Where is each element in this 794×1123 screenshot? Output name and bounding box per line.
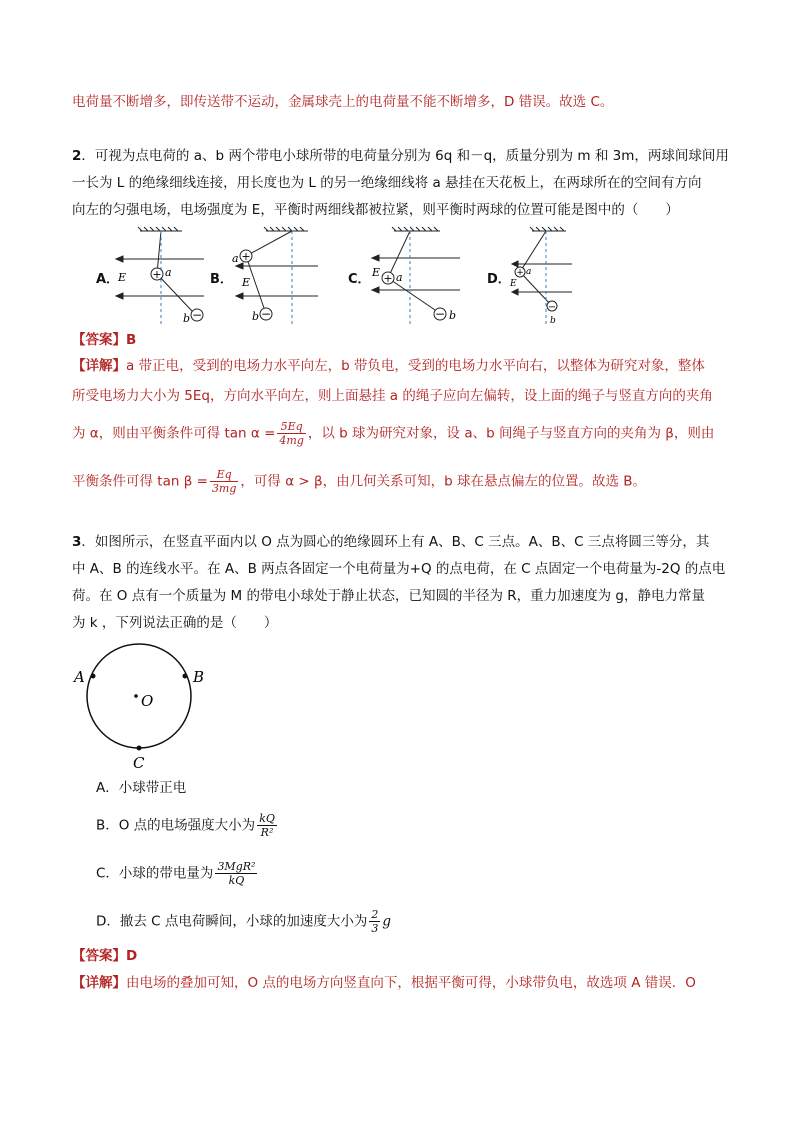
svg-text:−: − — [547, 302, 557, 313]
svg-text:a: a — [232, 252, 239, 265]
svg-text:+: + — [383, 272, 393, 285]
svg-text:b: b — [183, 312, 191, 325]
q2-detail-line-3: 为 α，则由平衡条件可得 tan α = $\frac{5Eq}{4mg}$ ，以 b 球为研究对象，设 a、b 间绳子与竖直方向的夹角为 β，则由 — [72, 420, 715, 447]
q3-detail-line-1: 【详解】由电场的叠加可知，O 点的电场方向竖直向下，根据平衡可得，小球带负电，故选项 A 错误．O — [72, 975, 696, 991]
q3-option-c: C．小球的带电量为 $\frac{\text{3MgR²}}{kQ}$ — [96, 860, 256, 887]
svg-text:O: O — [141, 692, 154, 710]
continuation-line: 电荷量不断增多，即传送带不运动，金属球壳上的电荷量不能不断增多，D 错误。故选 C。 — [72, 94, 614, 110]
svg-text:a: a — [396, 271, 403, 284]
svg-text:+: + — [241, 250, 251, 263]
svg-text:C: C — [133, 754, 145, 772]
q3-line-2: 中 A、B 的连线水平。在 A、B 两点各固定一个电荷量为+Q 的点电荷，在 C 点固定一个电荷量为-2Q 的点电 — [72, 561, 726, 577]
svg-text:a: a — [165, 266, 172, 279]
ring — [87, 644, 191, 748]
svg-text:b: b — [550, 316, 556, 326]
q3-line-1: 3．如图所示，在竖直平面内以 O 点为圆心的绝缘圆环上有 A、B、C 三点。A、B、C 三点将圆三等分，其 — [72, 534, 710, 550]
q2-line-1: 2．可视为点电荷的 a、b 两个带电小球所带的电荷量分别为 6q 和－q，质量分别为 m 和 3m，两球间球间用 — [72, 148, 729, 164]
svg-text:b: b — [252, 310, 260, 323]
svg-text:E: E — [510, 279, 517, 289]
q2-option-d: D． — [487, 272, 511, 287]
q2-line-3: 向左的匀强电场，电场强度为 E，平衡时两细线都被拉紧，则平衡时两球的位置可能是图中的（ ） — [72, 202, 679, 218]
q2-line-2: 一长为 L 的绝缘细线连接，用长度也为 L 的另一绝缘细线将 a 悬挂在天花板上，在两球所在的空间有方向 — [72, 175, 702, 191]
q3-option-b: B．O 点的电场强度大小为 $\frac{kQ}{\text{R²}}$ — [96, 812, 275, 839]
point-c — [137, 746, 142, 751]
svg-text:+: + — [152, 268, 162, 281]
q2-figure-b — [226, 226, 322, 328]
q3-option-d: D．撤去 C 点电荷瞬间，小球的加速度大小为 $\frac{2}{3}$ g — [96, 908, 392, 935]
svg-text:a: a — [526, 267, 532, 277]
svg-text:A: A — [74, 668, 85, 686]
svg-text:−: − — [191, 308, 203, 322]
svg-text:−: − — [434, 307, 446, 321]
q2-figure-d — [502, 226, 582, 328]
point-a — [91, 674, 96, 679]
svg-text:−: − — [260, 307, 272, 321]
q2-detail-line-2: 所受电场力大小为 5Eq，方向水平向左，则上面悬挂 a 的绳子应向左偏转，设上面的绳子与竖直方向的夹角 — [72, 388, 713, 404]
q2-answer: 【答案】B — [72, 332, 137, 348]
svg-text:B: B — [193, 668, 205, 686]
svg-text:E: E — [372, 266, 381, 279]
q2-option-a: A． — [96, 272, 120, 287]
q3-answer: 【答案】D — [72, 948, 138, 964]
q2-option-c: C． — [348, 272, 371, 287]
svg-text:E: E — [118, 271, 127, 284]
svg-text:+: + — [516, 268, 524, 278]
q3-circle-figure — [70, 638, 220, 772]
q2-detail-line-4: 平衡条件可得 tan β = $\frac{Eq}{3mg}$ ，可得 α > β，由几何关系可知，b 球在悬点偏左的位置。故选 B。 — [72, 468, 647, 495]
q2-figure-a — [112, 226, 208, 328]
svg-text:E: E — [242, 276, 251, 289]
q3-line-3: 荷。在 O 点有一个质量为 M 的带电小球处于静止状态，已知圆的半径为 R，重力加速度为 g，静电力常量 — [72, 588, 705, 604]
point-o — [134, 694, 138, 698]
q2-option-b: B． — [210, 272, 233, 287]
q3-option-a: A．小球带正电 — [96, 780, 187, 796]
q3-line-4: 为 k ，下列说法正确的是（ ） — [72, 615, 278, 631]
svg-text:b: b — [449, 309, 457, 322]
q2-figure-c — [364, 226, 464, 328]
point-b — [183, 674, 188, 679]
q2-detail-line-1: 【详解】a 带正电，受到的电场力水平向左，b 带负电，受到的电场力水平向右，以整体为研究对象，整体 — [72, 358, 705, 374]
